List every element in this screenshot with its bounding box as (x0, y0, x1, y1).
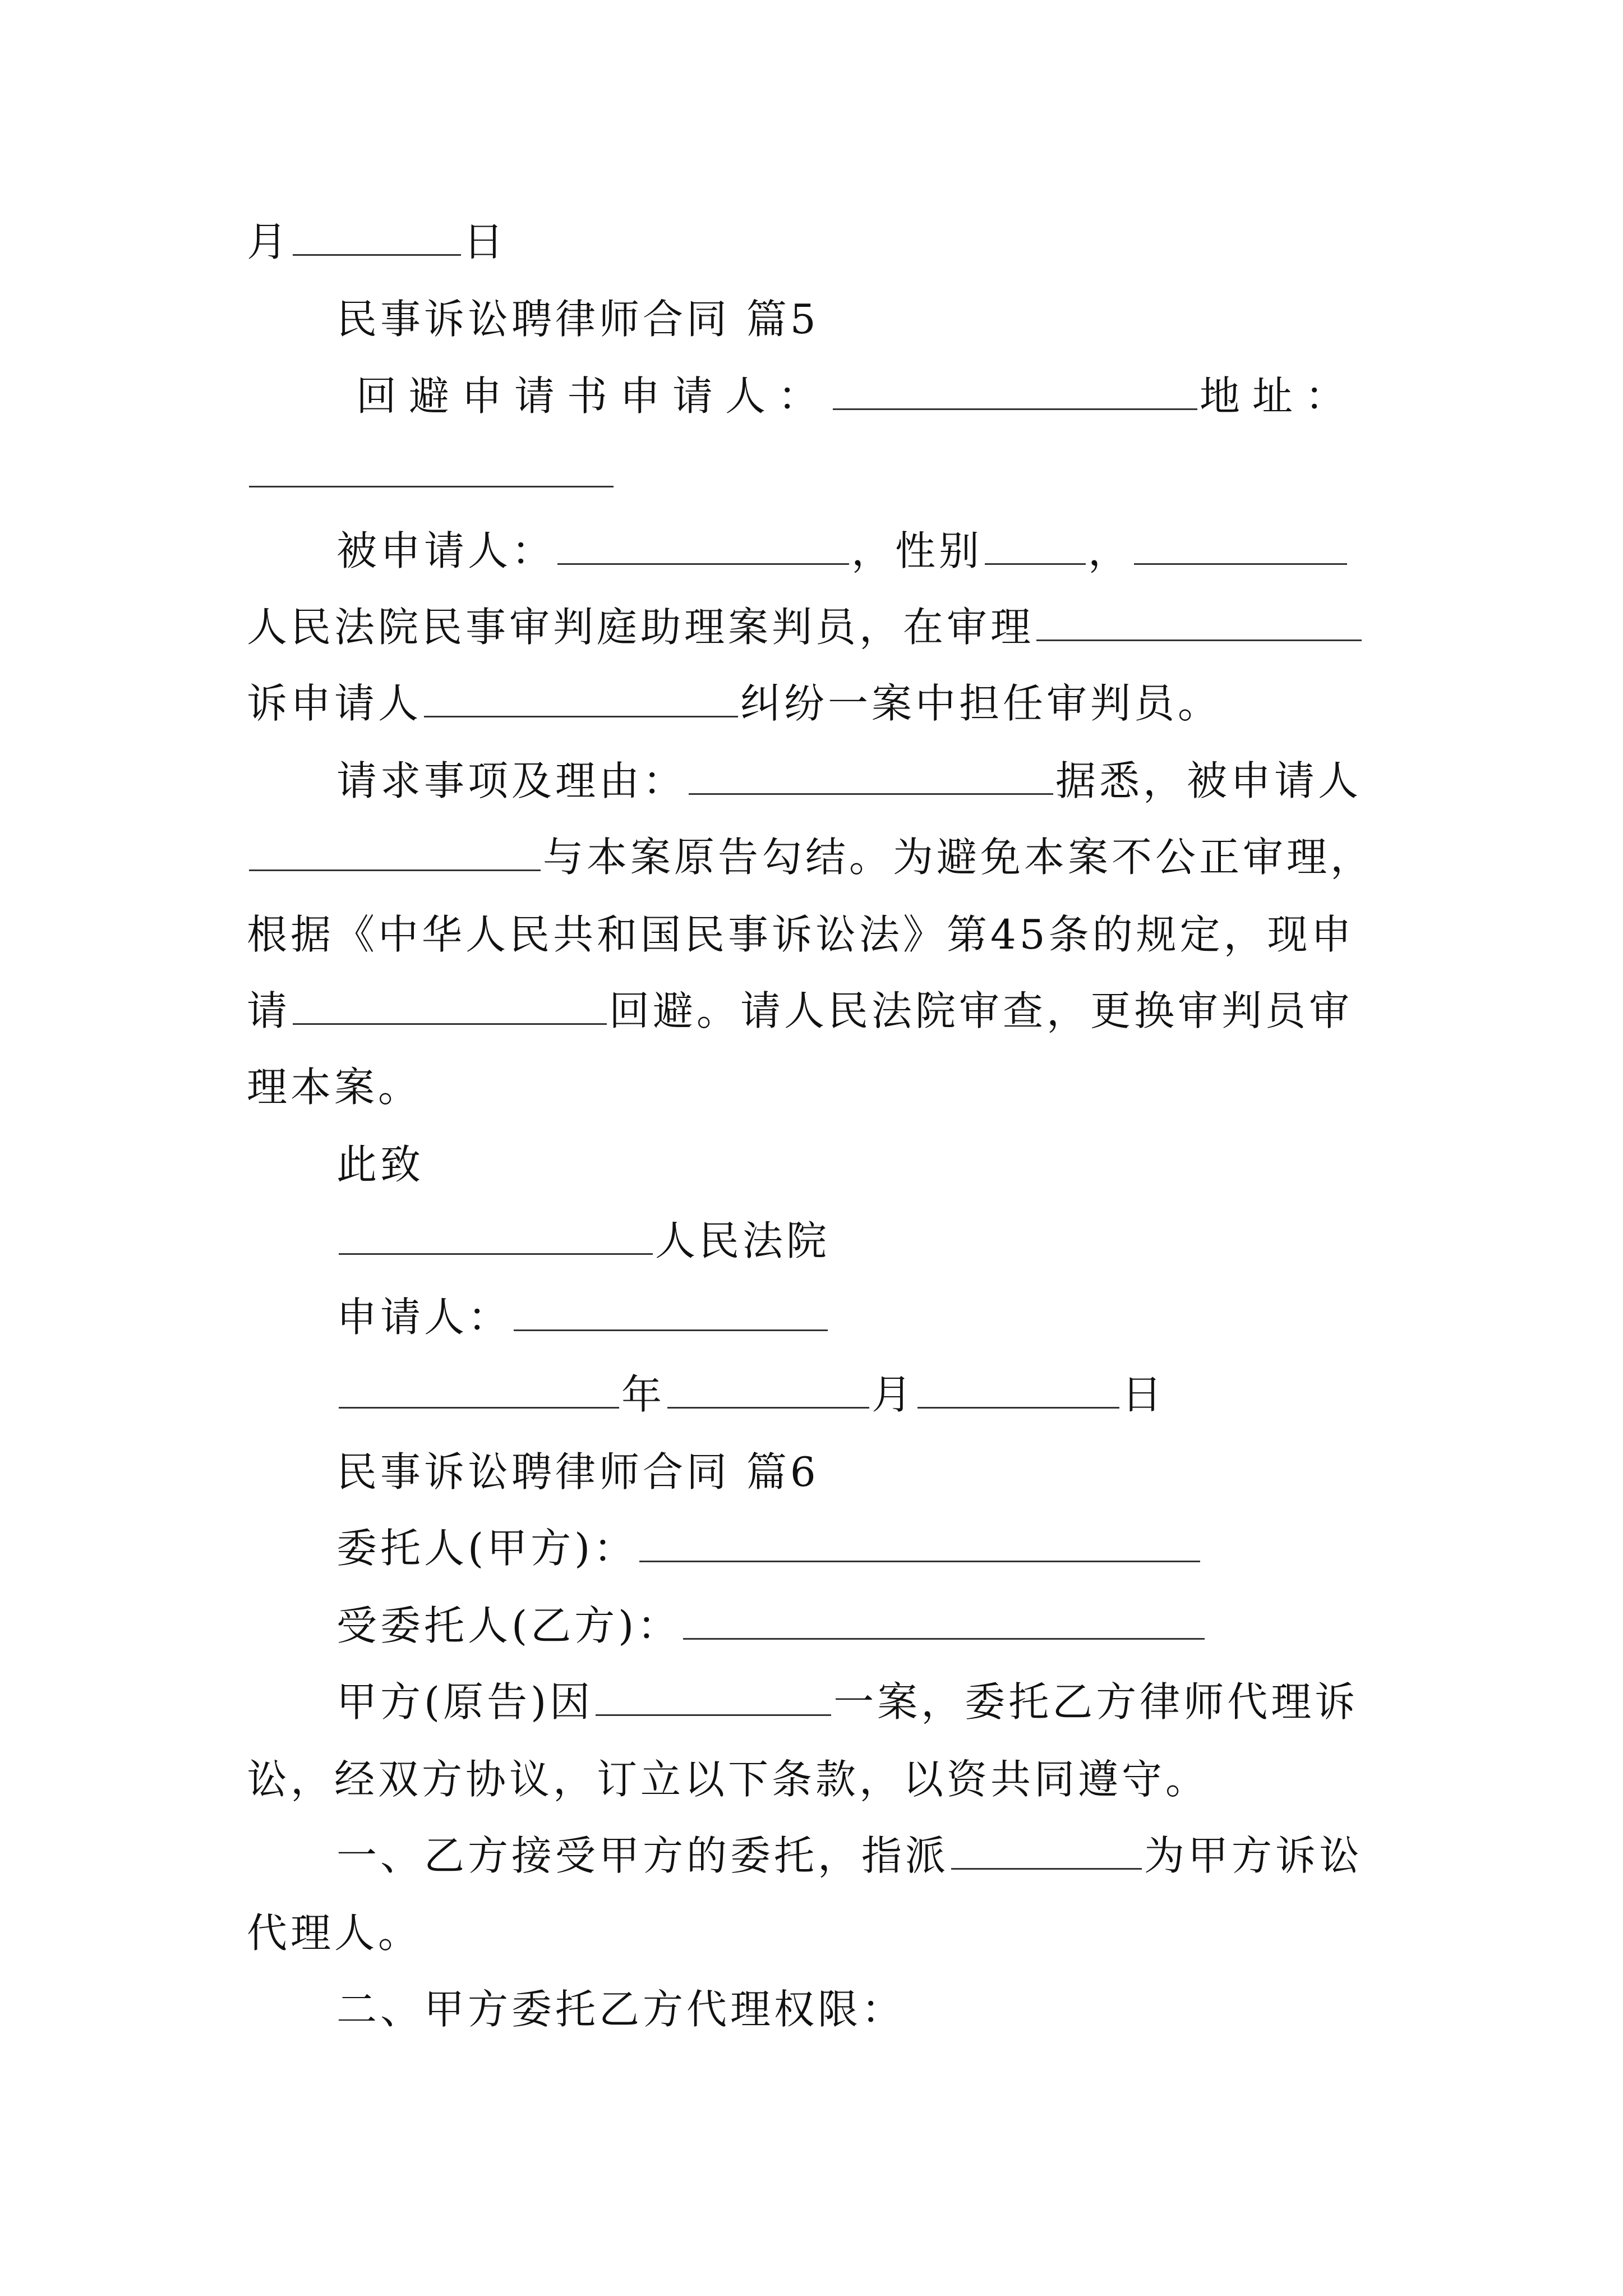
salute-line: 此致 (336, 1141, 425, 1188)
request-blank (689, 762, 1053, 795)
applicant-blank (833, 377, 1197, 410)
item-1-line (336, 1832, 1363, 1879)
dispute-label: 诉申请人 (247, 680, 422, 727)
avoid-line (247, 987, 1353, 1034)
date-line-bottom (336, 1371, 1166, 1418)
applicant-line (356, 372, 1358, 420)
case-line (336, 1678, 1359, 1726)
item-2-line: 二、甲方委托乙方代理权限： (336, 1986, 906, 2033)
court-blank (339, 1222, 653, 1255)
case-label: 甲方(原告)因 (336, 1678, 594, 1726)
client-label: 委托人(甲方)： (336, 1525, 638, 1572)
collude-line (247, 834, 1375, 881)
request-text: 据悉，被申请人 (1055, 757, 1362, 804)
applicant-sign-blank (514, 1298, 828, 1331)
gender-label: ，性别 (851, 527, 983, 574)
date-line-top (247, 218, 508, 265)
case-name-blank (596, 1683, 831, 1716)
dispute-text: 纠纷一案中担任审判员。 (740, 680, 1222, 727)
year-blank (339, 1375, 619, 1409)
respondent-blank (557, 532, 849, 565)
avoid-text: 回避。请人民法院审查，更换审判员审 (609, 987, 1353, 1034)
address-blank (249, 454, 614, 487)
section-6-heading: 民事诉讼聘律师合同 篇6 (336, 1448, 819, 1496)
agreement-line: 讼，经双方协议，订立以下条款，以资共同遵守。 (247, 1756, 1210, 1803)
respondent-label: 被申请人： (336, 527, 556, 574)
collude-text: 与本案原告勾结。为避免本案不公正审理， (543, 834, 1375, 881)
comma: ， (1088, 527, 1132, 574)
month-label: 月 (247, 218, 291, 265)
year-label: 年 (621, 1371, 666, 1418)
avoid-label: 请 (247, 987, 291, 1034)
day-blank-2 (917, 1375, 1119, 1409)
client-line (336, 1525, 1202, 1572)
request-line (336, 757, 1362, 804)
request-label: 请求事项及理由： (336, 757, 687, 804)
address-blank-line (247, 453, 616, 494)
court-line (247, 604, 1364, 651)
day-label-2: 日 (1122, 1371, 1166, 1418)
applicant-title: 回避申请书申请人： (356, 372, 831, 420)
day-label: 日 (463, 218, 508, 265)
avoid-blank (293, 992, 607, 1025)
agent-line (336, 1602, 1207, 1649)
case-text: 一案，委托乙方律师代理诉 (833, 1678, 1359, 1726)
respondent-line (336, 527, 1349, 574)
address-label: 地址： (1200, 372, 1358, 420)
applicant-sign-label: 申请人： (336, 1294, 512, 1341)
agent-blank (683, 1607, 1205, 1640)
dispute-line (247, 680, 1222, 727)
court-name-blank (1134, 532, 1347, 565)
law-line: 根据《中华人民共和国民事诉讼法》第45条的规定，现申 (247, 911, 1355, 958)
case-end-line: 理本案。 (247, 1064, 422, 1111)
gender-blank (985, 532, 1086, 565)
section-5-heading: 民事诉讼聘律师合同 篇5 (336, 296, 819, 343)
court-suffix: 人民法院 (655, 1217, 831, 1264)
court-address-line (336, 1217, 831, 1264)
month-blank-2 (667, 1375, 869, 1409)
month-label-2: 月 (872, 1371, 916, 1418)
month-blank (293, 223, 461, 256)
item-1-text: 一、乙方接受甲方的委托，指派 (336, 1832, 949, 1879)
client-blank (639, 1529, 1200, 1562)
dispute-blank (424, 684, 738, 717)
item-1-end-line: 代理人。 (247, 1910, 422, 1957)
court-text: 人民法院民事审判庭助理案判员，在审理 (247, 604, 1035, 651)
agent-label: 受委托人(乙方)： (336, 1602, 681, 1649)
item-1-suffix: 为甲方诉讼 (1144, 1832, 1363, 1879)
case-blank (1036, 608, 1362, 641)
lawyer-blank (951, 1837, 1142, 1870)
applicant-sign-line (336, 1294, 830, 1341)
respondent-name-blank (249, 838, 541, 871)
